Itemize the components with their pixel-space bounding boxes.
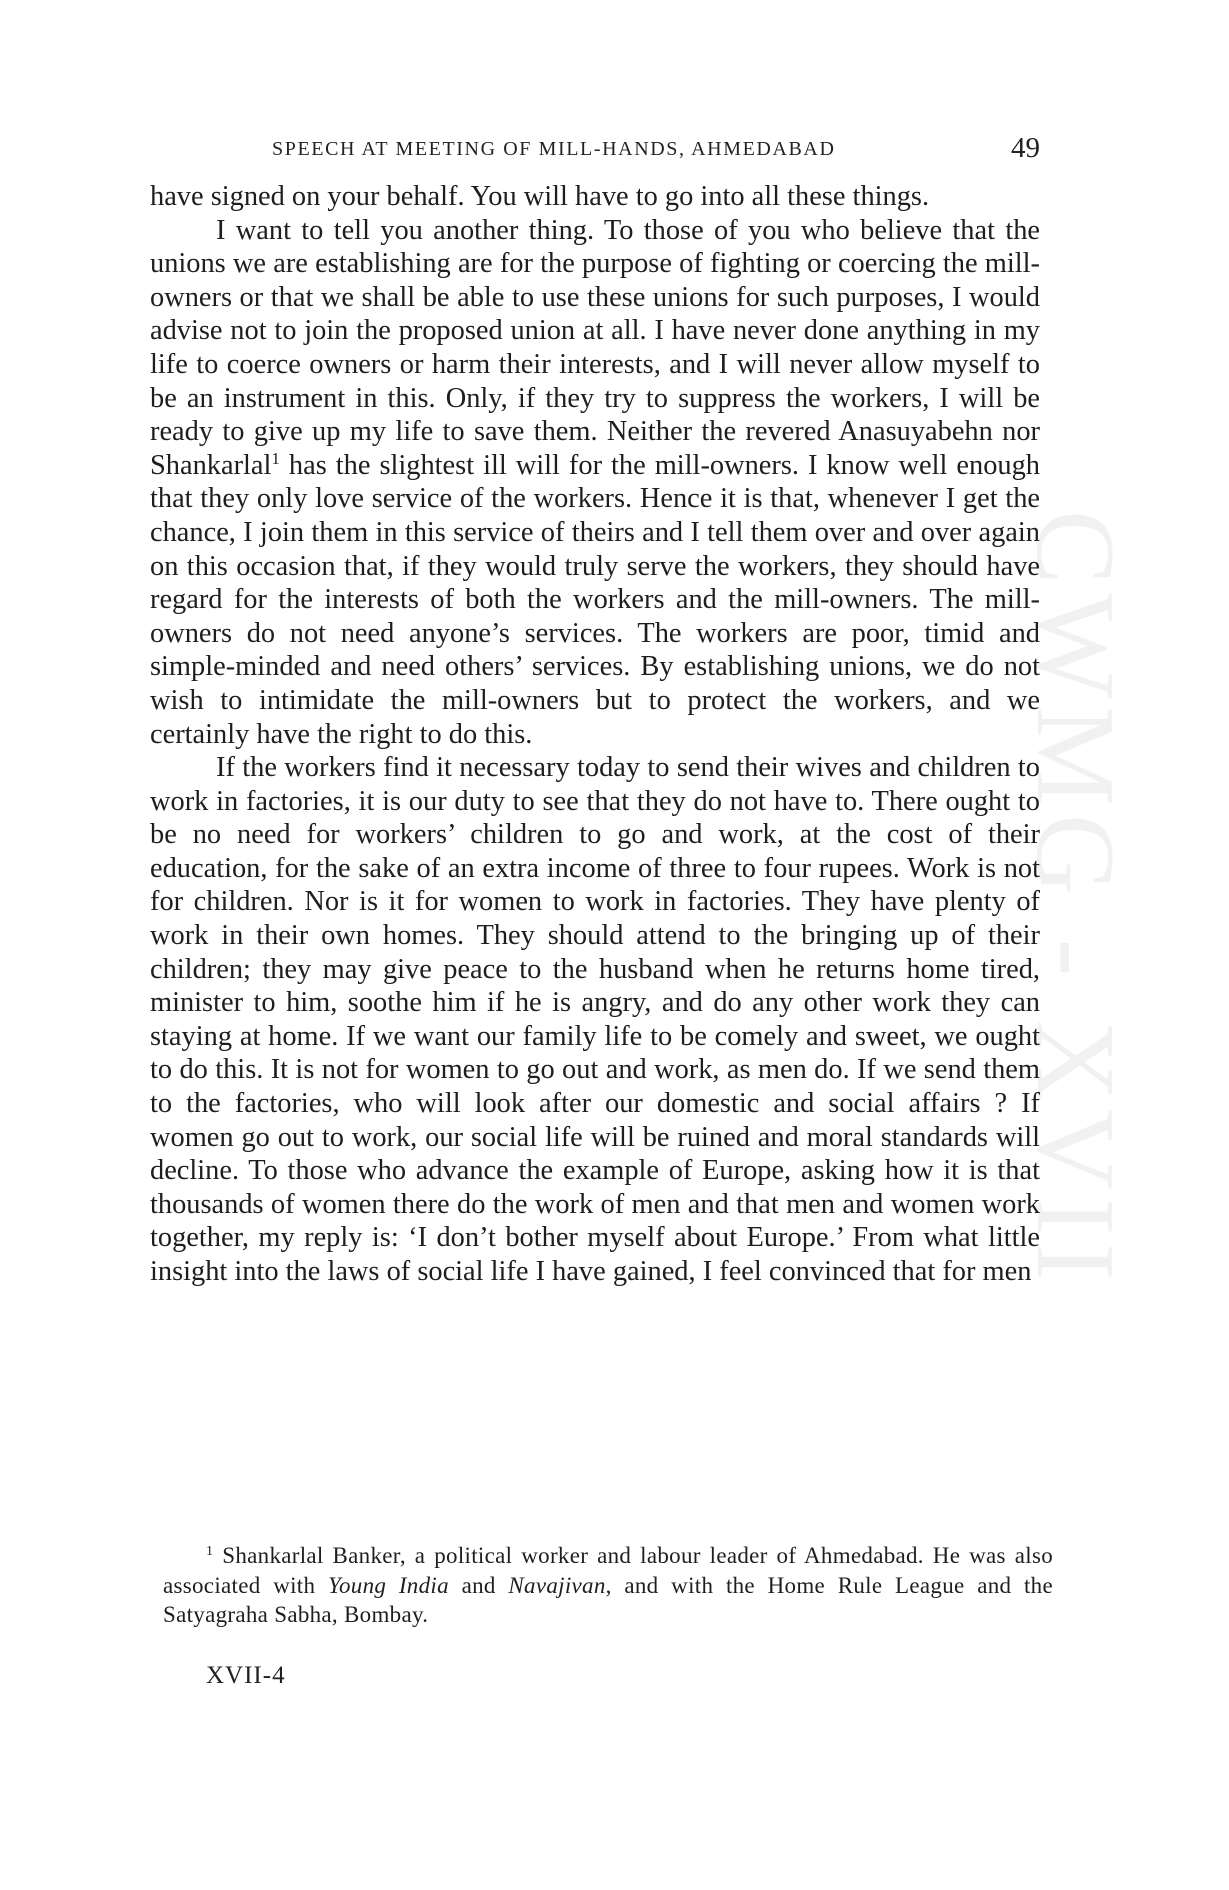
footnote-text-c: , and with the Home Rule League and the Satyagraha Sabha, Bombay. <box>163 1572 1053 1627</box>
footnote-text <box>163 1541 1053 1630</box>
footnote-text-b: and <box>448 1572 509 1598</box>
footnote <box>163 1541 1053 1630</box>
watermark-text: CWMG - XVII <box>1013 510 1137 1289</box>
paragraph-2 <box>150 214 1040 752</box>
paragraph-2-part-a: I want to tell you another thing. To those of you who believe that the unions we are establishing are for the purpose of fighting or coercing the mill-owners or that we shall be able to use these unions for such purposes, I would advise not to join the proposed union at all. I have never done anything in my life to coerce owners or harm their interests, and I will never allow myself to be an instrument in this. Only, if they try to suppress the workers, I will be ready to give up my life to save them. Neither the revered Anasuyabehn nor Shankarlal <box>150 214 1040 481</box>
running-head <box>150 132 1040 172</box>
footnote-marker: 1 <box>206 1544 214 1559</box>
signature-mark: XVII-4 <box>206 1662 286 1689</box>
watermark <box>1013 510 1137 1410</box>
footnote-text-a: Shankarlal Banker, a political worker and labour leader of Ahmedabad. He was also associated with <box>163 1543 1053 1598</box>
footnote-italic-navajivan: Navajivan <box>508 1572 606 1598</box>
footnote-italic-young-india: Young India <box>327 1572 449 1598</box>
paragraph-3: If the workers find it necessary today to send their wives and children to work in factories, it is our duty to see that they do not have to. There ought to be no need for workers’ children to go and work, at the cost of their education, for the sake of an extra income of three to four rupees. Work is not for children. Nor is it for women to work in factories. They have plenty of work in their own homes. They should attend to the bringing up of their children; they may give peace to the husband when he returns home tired, minister to him, soothe him if he is angry, and do any other work they can staying at home. If we want our family life to be comely and sweet, we ought to do this. It is not for women to go out and work, as men do. If we send them to the factories, who will look after our domestic and social affairs ? If women go out to work, our social life will be ruined and moral standards will decline. To those who advance the example of Europe, asking how it is that thousands of women there do the work of men and that men and women work together, my reply is: ‘I don’t bother myself about Europe.’ From what little insight into the laws of social life I have gained, I feel convinced that for men <box>150 752 1040 1287</box>
footnote-reference: 1 <box>271 448 280 468</box>
page-number: 49 <box>1011 132 1040 164</box>
paragraph-2-part-b: has the slightest ill will for the mill-owners. I know well enough that they only love service of the workers. Hence it is that, whenever I get the chance, I join them in this service of theirs and I tell them over and over again on this occasion that, if they would truly serve the workers, they should have regard for the interests of both the workers and the mill-owners. The mill-owners do not need anyone’s services. The workers are poor, timid and simple-minded and need others’ services. By establishing unions, we do not wish to intimidate the mill-owners but to protect the workers, and we certainly have the right to do this. <box>150 449 1040 750</box>
running-title: SPEECH AT MEETING OF MILL-HANDS, AHMEDABAD <box>272 138 836 160</box>
body-text <box>150 180 1040 1289</box>
paragraph-1: have signed on your behalf. You will have to go into all these things. <box>150 181 930 212</box>
